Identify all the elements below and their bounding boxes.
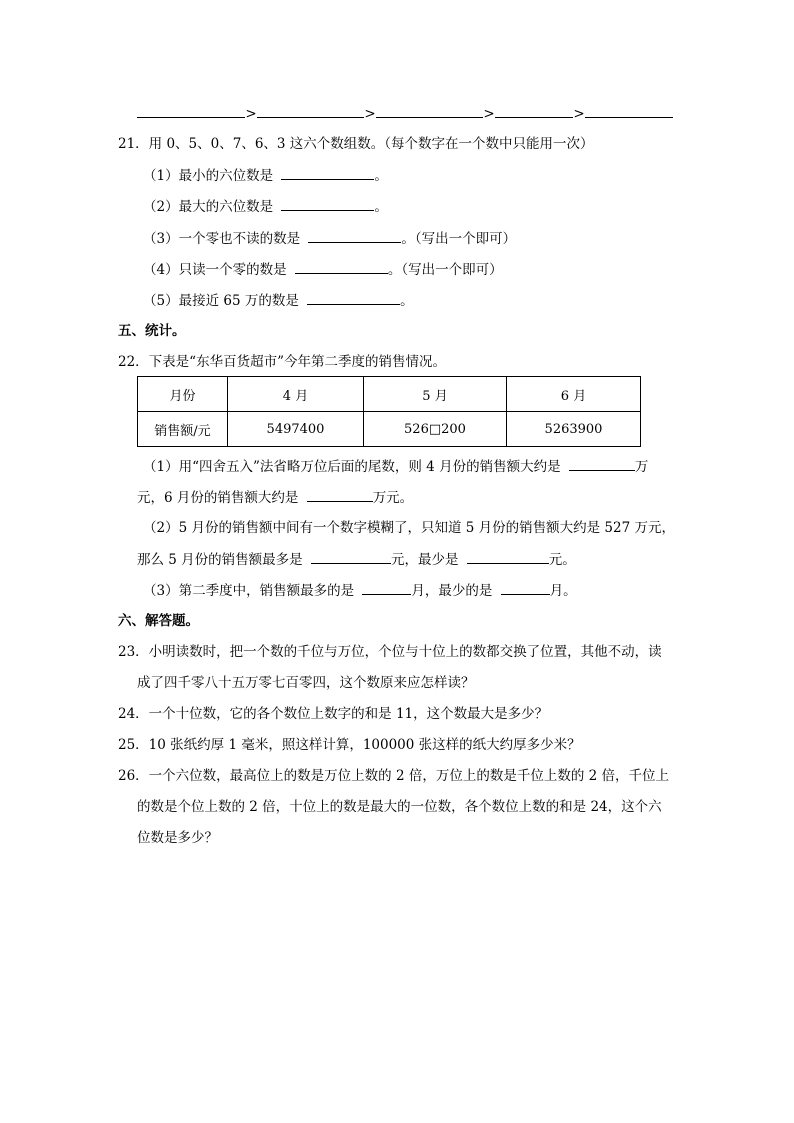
- table-cell: 4 月: [228, 377, 364, 412]
- q21-part-1: [143, 165, 388, 186]
- question-text: 。: [374, 199, 388, 215]
- answer-blank[interactable]: [308, 228, 401, 243]
- sales-table: [137, 376, 641, 447]
- question-text: 。: [400, 293, 414, 309]
- answer-blank[interactable]: [295, 259, 388, 274]
- question-text: （4）只读一个零的数是: [143, 262, 287, 278]
- answer-blank[interactable]: [467, 549, 549, 564]
- greater-than-sign: >: [483, 106, 495, 122]
- table-cell: 5 月: [364, 377, 507, 412]
- q23-line-1: 23．小明读数时，把一个数的千位与万位，个位与十位上的数都交换了位置，其他不动，读: [118, 644, 662, 660]
- q21-part-4: [143, 259, 503, 280]
- question-text: （3）一个零也不读的数是: [143, 231, 301, 247]
- question-text: 万元。: [372, 490, 414, 506]
- q22-part-3: [143, 580, 577, 601]
- answer-blank[interactable]: [362, 580, 411, 595]
- table-cell: 5263900: [507, 412, 641, 447]
- table-cell: 5497400: [228, 412, 364, 447]
- answer-blank[interactable]: [281, 165, 374, 180]
- q23-line-2: 成了四千零八十五万零七百零四，这个数原来应怎样读？: [137, 675, 475, 691]
- answer-blank[interactable]: [495, 103, 573, 118]
- q22-part-1-line-1: [143, 456, 648, 477]
- question-text: 。（写出一个即可）: [401, 231, 517, 247]
- answer-blank[interactable]: [569, 456, 635, 471]
- answer-blank[interactable]: [137, 103, 245, 118]
- question-text: 。（写出一个即可）: [387, 262, 503, 278]
- answer-blank[interactable]: [307, 487, 373, 502]
- question-text: （3）第二季度中，销售额最多的是: [143, 583, 355, 599]
- answer-blank[interactable]: [311, 549, 391, 564]
- table-cell: 月份: [138, 377, 228, 412]
- q22-part-2-line-2: [137, 549, 576, 570]
- q26-line-2: 的数是个位上数的 2 倍，十位上的数是最大的一位数，各个数位上数的和是 24，这个六: [137, 799, 662, 815]
- question-text: （5）最接近 65 万的数是: [143, 293, 299, 309]
- question-text: 。: [374, 168, 388, 184]
- question-text: 元，6 月份的销售额大约是: [137, 490, 299, 506]
- question-text: 月。: [549, 583, 577, 599]
- greater-than-sign: >: [573, 106, 585, 122]
- section-heading-word-problems: 六、解答题。: [118, 613, 199, 629]
- q21-part-2: [143, 196, 388, 217]
- q26-line-1: 26．一个六位数，最高位上的数是万位上数的 2 倍，万位上的数是千位上数的 2 倍，千位上: [118, 768, 670, 784]
- answer-blank[interactable]: [281, 196, 374, 211]
- answer-blank[interactable]: [257, 103, 364, 118]
- answer-blank[interactable]: [585, 103, 673, 118]
- table-row: [138, 412, 641, 447]
- q21-intro: 21．用 0、5、0、7、6、3 这六个数组数。（每个数字在一个数中只能用一次）: [118, 136, 594, 152]
- table-cell: 销售额/元: [138, 412, 228, 447]
- answer-blank[interactable]: [501, 580, 550, 595]
- section-heading-statistics: 五、统计。: [118, 323, 186, 339]
- answer-blank[interactable]: [307, 290, 400, 305]
- q22-part-2-line-1: （2）5 月份的销售额中间有一个数字模糊了，只知道 5 月份的销售额大约是 527 万元，: [143, 520, 675, 536]
- q26-line-3: 位数是多少？: [137, 830, 218, 846]
- question-text: （2）最大的六位数是: [143, 199, 274, 215]
- question-text: 万: [634, 459, 649, 475]
- answer-blank[interactable]: [376, 103, 483, 118]
- q20-ordering-blanks: [137, 103, 673, 124]
- q24-text: 24．一个十位数，它的各个数位上数字的和是 11，这个数最大是多少？: [118, 706, 549, 722]
- table-cell: 526□200: [364, 412, 507, 447]
- greater-than-sign: >: [364, 106, 376, 122]
- q22-part-1-line-2: [137, 487, 413, 508]
- greater-than-sign: >: [245, 106, 257, 122]
- question-text: 元，最少是: [390, 552, 459, 568]
- question-text: （1）最小的六位数是: [143, 168, 274, 184]
- question-text: 月，最少的是: [411, 583, 493, 599]
- table-cell: 6 月: [507, 377, 641, 412]
- q22-intro: 22．下表是“东华百货超市”今年第二季度的销售情况。: [118, 354, 446, 370]
- q21-part-3: [143, 228, 516, 249]
- question-text: 那么 5 月份的销售额最多是: [137, 552, 303, 568]
- table-header-row: [138, 377, 641, 412]
- question-text: （1）用“四舍五入”法省略万位后面的尾数，则 4 月份的销售额大约是: [143, 459, 561, 475]
- q21-part-5: [143, 290, 414, 311]
- question-text: 元。: [548, 552, 576, 568]
- q25-text: 25．10 张纸约厚 1 毫米，照这样计算，100000 张这样的纸大约厚多少米？: [118, 737, 581, 753]
